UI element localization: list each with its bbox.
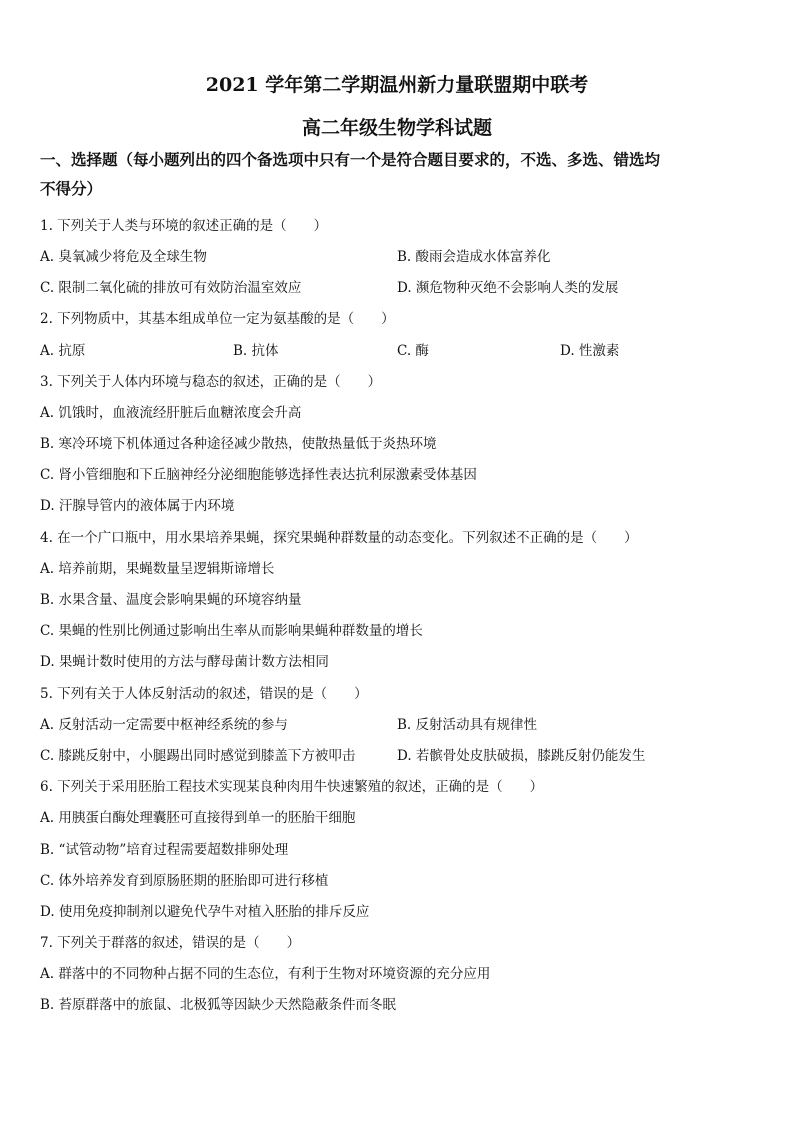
option-d: D. 若髌骨处皮肤破损，膝跳反射仍能发生 [397,748,646,764]
option-d: D. 果蝇计数时使用的方法与酵母菌计数方法相同 [40,654,329,670]
question-stem: 7. 下列关于群落的叙述，错误的是（ ） [40,935,301,951]
question-stem: 6. 下列关于采用胚胎工程技术实现某良种肉用牛快速繁殖的叙述，正确的是（ ） [40,779,544,795]
option-a: A. 臭氧减少将危及全球生物 [40,249,207,265]
option-b: B. 寒冷环境下机体通过各种途径减少散热，使散热量低于炎热环境 [40,436,437,452]
question-stem: 2. 下列物质中，其基本组成单位一定为氨基酸的是（ ） [40,311,395,327]
option-a: A. 反射活动一定需要中枢神经系统的参与 [40,717,288,733]
option-d: D. 汗腺导管内的液体属于内环境 [40,498,235,514]
option-c: C. 限制二氧化硫的排放可有效防治温室效应 [40,280,302,296]
option-a: A. 抗原 [40,343,86,359]
option-b: B. 水果含量、温度会影响果蝇的环境容纳量 [40,592,302,608]
option-b: B. 反射活动具有规律性 [397,717,538,733]
question-stem: 5. 下列有关于人体反射活动的叙述，错误的是（ ） [40,686,368,702]
section-heading [40,145,760,203]
option-a: A. 用胰蛋白酶处理囊胚可直接得到单一的胚胎干细胞 [40,810,356,826]
option-b: B. 酸雨会造成水体富养化 [397,249,551,265]
option-d: D. 使用免疫抑制剂以避免代孕牛对植入胚胎的排斥反应 [40,904,370,920]
option-c: C. 肾小管细胞和下丘脑神经分泌细胞能够选择性表达抗利尿激素受体基因 [40,467,477,483]
question-stem: 4. 在一个广口瓶中，用水果培养果蝇，探究果蝇种群数量的动态变化。下列叙述不正确的是（ ） [40,530,638,546]
option-c: C. 酶 [397,343,429,359]
option-b: B. 抗体 [233,343,279,359]
option-a: A. 群落中的不同物种占据不同的生态位，有利于生物对环境资源的充分应用 [40,966,491,982]
option-a: A. 饥饿时，血液流经肝脏后血糖浓度会升高 [40,405,302,421]
section-heading-line2: 不得分） [40,179,103,198]
option-c: C. 果蝇的性别比例通过影响出生率从而影响果蝇种群数量的增长 [40,623,423,639]
exam-title: 2021 学年第二学期温州新力量联盟期中联考 [205,74,589,96]
option-d: D. 濒危物种灭绝不会影响人类的发展 [397,280,619,296]
section-heading-line1: 一、选择题（每小题列出的四个备选项中只有一个是符合题目要求的，不选、多选、错选均 [40,150,661,169]
option-d: D. 性激素 [560,343,620,359]
option-b: B. 苔原群落中的旅鼠、北极狐等因缺少天然隐蔽条件而冬眠 [40,997,397,1013]
question-stem: 3. 下列关于人体内环境与稳态的叙述，正确的是（ ） [40,374,382,390]
option-a: A. 培养前期，果蝇数量呈逻辑斯谛增长 [40,561,275,577]
option-c: C. 膝跳反射中，小腿踢出同时感觉到膝盖下方被叩击 [40,748,356,764]
exam-subtitle: 高二年级生物学科试题 [301,117,492,139]
option-b: B. “试管动物”培育过程需要超数排卵处理 [40,842,289,858]
question-stem: 1. 下列关于人类与环境的叙述正确的是（ ） [40,218,328,234]
option-c: C. 体外培养发育到原肠胚期的胚胎即可进行移植 [40,873,329,889]
